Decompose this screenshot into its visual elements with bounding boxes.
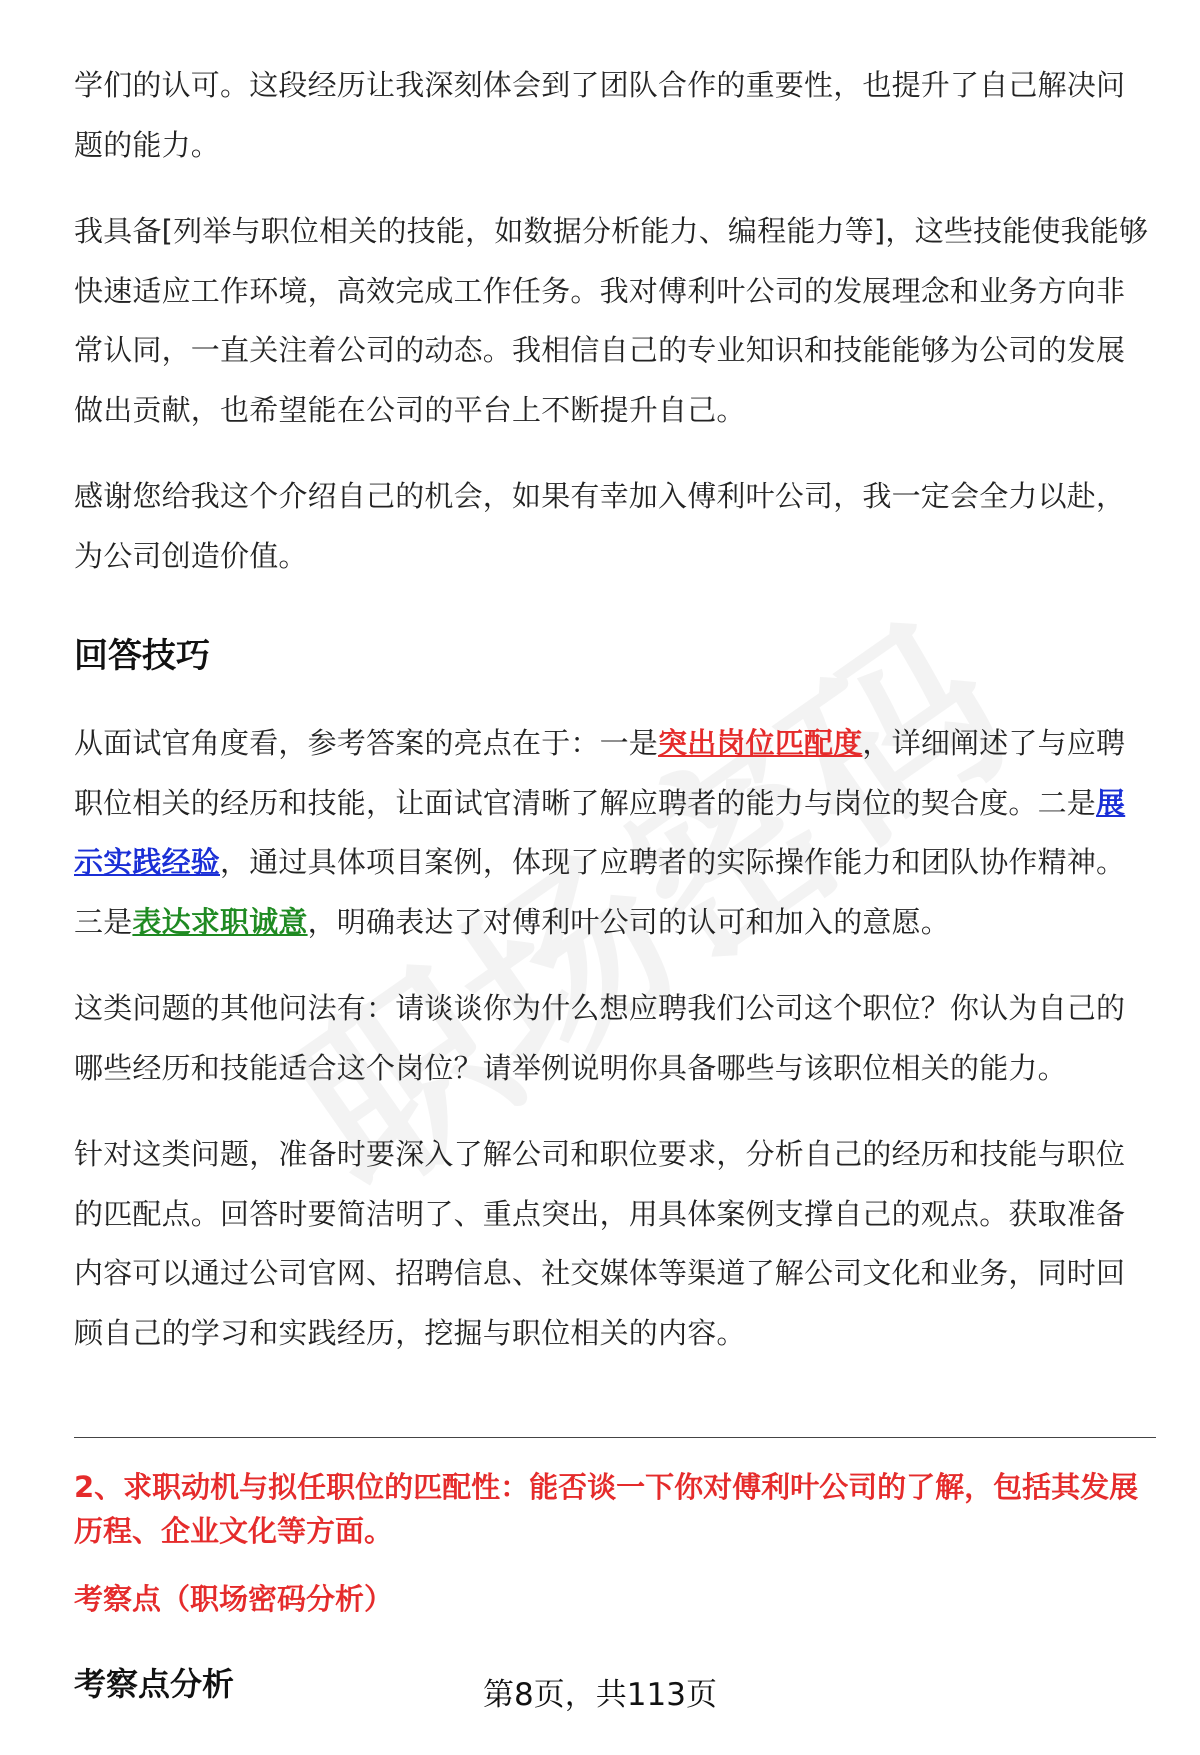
highlight-practice-experience: 展示实践经验 bbox=[74, 785, 1126, 879]
highlight-position-match: 突出岗位匹配度 bbox=[658, 726, 863, 760]
section-heading-answer-tips: 回答技巧 bbox=[74, 636, 210, 676]
paragraph-skills: 我具备[列举与职位相关的技能，如数据分析能力、编程能力等]，这些技能使我能够快速适应工作环境，高效完成工作任务。我对傅利叶公司的发展理念和业务方向非常认同，一直关注着公司的动态。我相信自己的专业知识和技能能够为公司的发展做出贡献，也希望能在公司的平台上不断提升自己。 bbox=[74, 214, 1149, 427]
paragraph-tips bbox=[74, 714, 1154, 952]
paragraph-other-questions: 这类问题的其他问法有：请谈谈你为什么想应聘我们公司这个职位？你认为自己的哪些经历和技能适合这个岗位？请举例说明你具备哪些与该职位相关的能力。 bbox=[74, 991, 1126, 1085]
tips-text-2: ，详细阐述了与应聘职位相关的经历和技能，让面试官清晰了解应聘者的能力与岗位的契合度。二是 bbox=[74, 726, 1126, 820]
paragraph-thanks: 感谢您给我这个介绍自己的机会，如果有幸加入傅利叶公司，我一定会全力以赴，为公司创造价值。 bbox=[74, 479, 1126, 573]
paragraph-preparation: 针对这类问题，准备时要深入了解公司和职位要求，分析自己的经历和技能与职位的匹配点。回答时要简洁明了、重点突出，用具体案例支撑自己的观点。获取准备内容可以通过公司官网、招聘信息、社交媒体等渠道了解公司文化和业务，同时回顾自己的学习和实践经历，挖掘与职位相关的内容。 bbox=[74, 1137, 1126, 1350]
tips-text-1: 从面试官角度看，参考答案的亮点在于：一是 bbox=[74, 726, 659, 760]
highlight-sincerity: 表达求职诚意 bbox=[132, 904, 308, 939]
cut-off-heading-text: 考察点分析 bbox=[74, 1665, 235, 1703]
section-divider bbox=[74, 1437, 1156, 1438]
tips-text-3: ，通过具体项目案例，体现了应聘者的实际操作能力和团队协作精神。三是 bbox=[74, 845, 1126, 939]
main-content bbox=[74, 56, 1154, 1363]
tips-text-4: ，明确表达了对傅利叶公司的认可和加入的意愿。 bbox=[307, 904, 951, 939]
assessment-point-heading: 考察点（职场密码分析） bbox=[74, 1582, 394, 1616]
paragraph-team-experience: 学们的认可。这段经历让我深刻体会到了团队合作的重要性，也提升了自己解决问题的能力。 bbox=[74, 68, 1126, 162]
page-number: 第8页，共113页 bbox=[483, 1677, 717, 1713]
question-title: 2、求职动机与拟任职位的匹配性：能否谈一下你对傅利叶公司的了解，包括其发展历程、企业文化等方面。 bbox=[74, 1470, 1139, 1548]
